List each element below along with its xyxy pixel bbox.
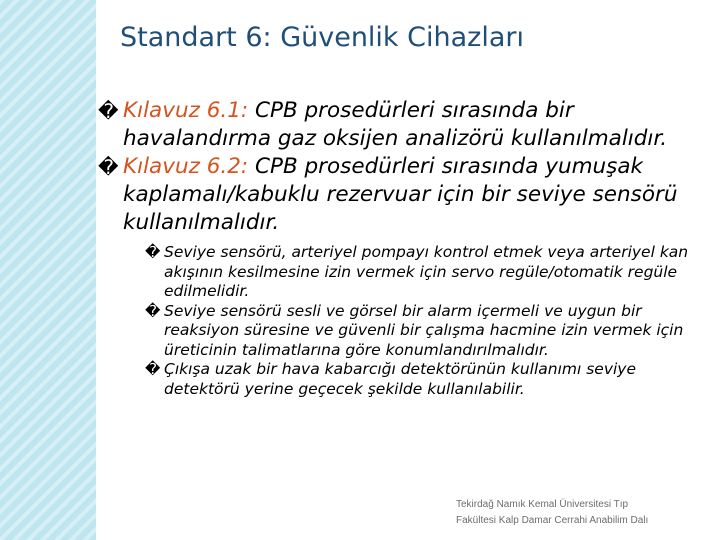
page-title: Standart 6: Güvenlik Cihazları [120, 22, 524, 53]
sub-bullet-text: Çıkışa uzak bir hava kabarcığı detektörünün kullanımı seviye detektörü yerine geçecek şekilde kullanılabilir. [164, 360, 637, 398]
bullet-keyword: Kılavuz 6.2: [123, 154, 249, 179]
bullet-keyword: Kılavuz 6.1: [123, 98, 249, 123]
footer-line: Tekirdağ Namık Kemal Üniversitesi Tıp [456, 499, 629, 510]
decorative-band [0, 0, 96, 540]
sub-bullet-item [145, 302, 710, 361]
footer [456, 497, 648, 529]
bullet-item [98, 97, 710, 153]
footer-line: Fakültesi Kalp Damar Cerrahi Anabilim Dalı [456, 515, 649, 526]
bullet-icon: � [145, 360, 161, 378]
bullet-text: CPB prosedürleri sırasında bir havalandırma gaz oksijen analizörü kullanılmalıdır. [123, 98, 668, 151]
bullet-icon: � [145, 301, 161, 320]
bullet-icon: � [98, 99, 119, 123]
bullet-icon: � [98, 155, 119, 179]
sub-bullet-item [145, 243, 710, 302]
band-pattern [0, 0, 96, 540]
bullet-list [98, 97, 710, 399]
sub-bullet-text: Seviye sensörü, arteriyel pompayı kontrol etmek veya arteriyel kan akışının kesilmesine izin vermek için servo regüle/otomatik regüle edilmelidir. [164, 243, 689, 300]
sub-bullet-text: Seviye sensörü sesli ve görsel bir alarm içermeli ve uygun bir reaksiyon süresine ve güvenli bir çalışma hacmine izin vermek için üreticinin talimatlarına göre konumlandırılmalıdır. [164, 301, 684, 359]
bullet-icon: � [145, 243, 161, 261]
bullet-text: CPB prosedürleri sırasında yumuşak kaplamalı/kabuklu rezervuar için bir seviye sensörü kullanılmalıdır. [123, 154, 678, 235]
sub-bullet-item [145, 360, 710, 399]
bullet-item [98, 153, 710, 237]
sub-bullet-list [98, 243, 710, 399]
